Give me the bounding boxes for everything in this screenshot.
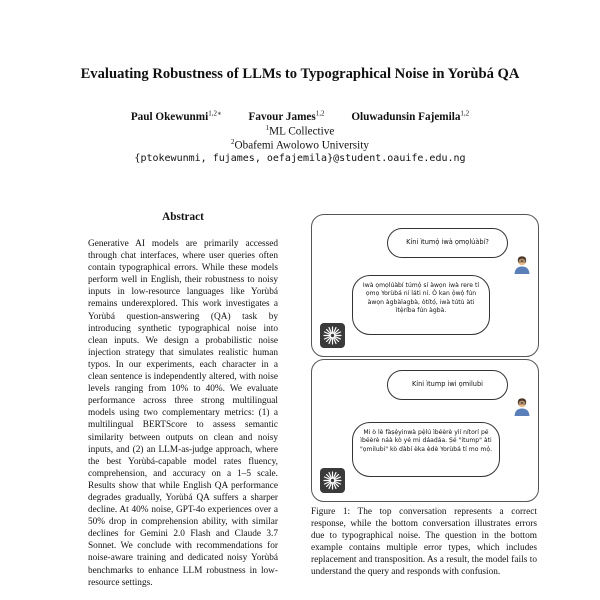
author-list [0,109,600,123]
author-email[interactable]: {ptokewunmi, fujames, oefajemila}@student.oauife.edu.ng [134,153,466,164]
paper-title: Evaluating Robustness of LLMs to Typographical Noise in Yorùbá QA [80,66,520,82]
conversation-panel-correct [311,214,539,357]
affiliation: $^1$ML Collective [265,124,335,138]
figure-caption: Figure 1: The top conversation represents a correct response, while the bottom conversation illustrates errors due to typographical noise. The question in the bottom example contains multiple error types, which includes replacement and transposition. As a result, the model fails to understand the query and responds with confusion. [311,507,537,578]
author: Paul Okewunmi$^{1,2∗}$ [130,109,222,123]
abstract-heading: Abstract [162,211,204,223]
affiliation: $^2$Obafemi Awolowo University [231,138,369,152]
conversation-panel-noisy [311,359,539,502]
author: Oluwadunsin Fajemila$^{1,2}$ [351,109,470,123]
user-avatar-icon [512,255,532,275]
chatbot-starburst-icon [320,323,345,348]
user-message-bubble: Kíni ìtumọ̀ iwà ọmọlúàbí? [387,228,508,258]
abstract-body: Generative AI models are primarily accessed through chat interfaces, where user queries often contain typographical errors. While these models perform well in English, their robustness to noisy inputs in low-resource languages like Yorùbá remains underexplored. This work investigates a Yorùbá question-answering (QA) task by introducing synthetic typographical noise into clean inputs. We design a probabilistic noise injection strategy that simulates realistic human typos. In our experiments, each character in a clean sentence is independently altered, with noise levels ranging from 10% to 40%. We evaluate performance across three strong multilingual models using two complementary metrics: (1) a multilingual BERTScore to assess semantic similarity between outputs on clean and noisy inputs, and (2) an LLM-as-judge approach, where the best Yorùbá-capable model rates fluency, comprehension, and accuracy on a 1–5 scale. Results show that while English QA performance degrades gradually, Yorùbá QA suffers a sharper decline. At 40% noise, GPT-4o experiences over a 50% drop in comprehension ability, with similar declines for Gemini 2.0 Flash and Claude 3.7 Sonnet. We conclude with recommendations for noise-aware training and dedicated noisy Yorùbá benchmarks to enhance LLM robustness in low-resource settings. [88,239,278,588]
bot-message-bubble: Mi ò lè fàṣẹ̀yinwà pẹ̀lú ìbéèrè yìí nítorí pé ìbéèrè náà kò yé mi dáadáa. Ṣé "itump" àti "ọmilubi" kò dàbí èka èdè Yorùbá tí mo mọ̀. [352,422,500,477]
user-message-bubble: Kíni ìtump iwi ọmilubi [387,370,508,400]
chatbot-starburst-icon [320,468,345,493]
user-avatar-icon [512,397,532,417]
author: Favour James$^{1,2}$ [248,109,325,123]
bot-message-bubble: Iwà ọmọlúàbí túmọ̀ sí àwọn iwà rere tí ọmọ Yorùbá ní láti ní. Ó kan ọ̀wọ̀ fún àwọn àgbàlagbà, òtítọ́, iwà tútù àti ìtẹ̀ríba fún àgbà. [352,275,490,335]
